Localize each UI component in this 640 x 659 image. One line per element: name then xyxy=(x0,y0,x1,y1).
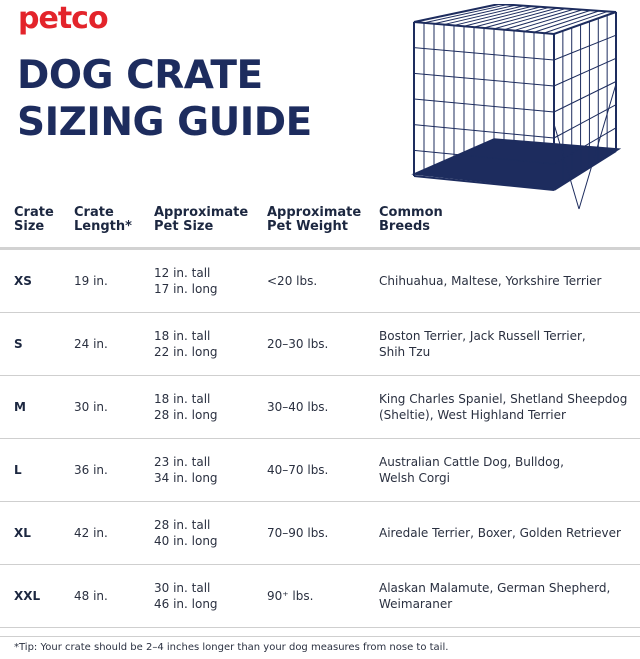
pet-weight: 30–40 lbs. xyxy=(267,400,329,414)
page-title xyxy=(17,52,312,146)
pet-size: 28 in. tall 40 in. long xyxy=(154,518,218,548)
crate-size: XS xyxy=(14,274,32,288)
crate-length: 36 in. xyxy=(74,463,108,477)
crate-size: M xyxy=(14,400,26,414)
pet-size: 18 in. tall 22 in. long xyxy=(154,329,218,359)
table-row xyxy=(0,376,640,439)
sizing-table xyxy=(0,250,640,628)
crate-wire xyxy=(424,5,507,23)
crate-length: 42 in. xyxy=(74,526,108,540)
pet-size: 18 in. tall 28 in. long xyxy=(154,392,218,422)
footer-divider xyxy=(0,636,640,637)
common-breeds: Airedale Terrier, Boxer, Golden Retriever xyxy=(379,526,621,540)
pet-weight: <20 lbs. xyxy=(267,274,318,288)
crate-size: S xyxy=(14,337,23,351)
crate-length: 19 in. xyxy=(74,274,108,288)
crate-wire xyxy=(444,6,524,25)
pet-size: 23 in. tall 34 in. long xyxy=(154,455,218,485)
crate-length: 30 in. xyxy=(74,400,108,414)
header-crate-length: Crate Length* xyxy=(74,205,132,234)
pet-weight: 70–90 lbs. xyxy=(267,526,329,540)
crate-size: XL xyxy=(14,526,31,540)
pet-weight: 90⁺ lbs. xyxy=(267,589,314,603)
table-header xyxy=(0,202,640,246)
pet-size: 30 in. tall 46 in. long xyxy=(154,581,218,611)
crate-length: 48 in. xyxy=(74,589,108,603)
title-line-2: SIZING GUIDE xyxy=(17,100,312,145)
table-row xyxy=(0,502,640,565)
pet-size: 12 in. tall 17 in. long xyxy=(154,266,218,296)
pet-weight: 20–30 lbs. xyxy=(267,337,329,351)
common-breeds: Alaskan Malamute, German Shepherd, Weimaraner xyxy=(379,581,611,611)
crate-size: L xyxy=(14,463,22,477)
crate-size: XXL xyxy=(14,589,41,603)
common-breeds: Boston Terrier, Jack Russell Terrier, Shih Tzu xyxy=(379,329,586,359)
header-pet-weight: Approximate Pet Weight xyxy=(267,205,362,234)
table-row xyxy=(0,313,640,376)
pet-weight: 40–70 lbs. xyxy=(267,463,329,477)
title-line-1: DOG CRATE xyxy=(17,53,263,98)
common-breeds: Chihuahua, Maltese, Yorkshire Terrier xyxy=(379,274,602,288)
header-crate-size: Crate Size xyxy=(14,205,54,234)
crate-length: 24 in. xyxy=(74,337,108,351)
sizing-tip: *Tip: Your crate should be 2–4 inches longer than your dog measures from nose to tail. xyxy=(14,642,449,653)
petco-logo: petco xyxy=(18,1,108,36)
dog-crate-illustration xyxy=(404,4,624,214)
table-row xyxy=(0,250,640,313)
header-pet-size: Approximate Pet Size xyxy=(154,205,249,234)
table-row xyxy=(0,565,640,628)
common-breeds: King Charles Spaniel, Shetland Sheepdog (Sheltie), West Highland Terrier xyxy=(379,392,628,422)
common-breeds: Australian Cattle Dog, Bulldog, Welsh Corgi xyxy=(379,455,564,485)
header-common-breeds: Common Breeds xyxy=(379,205,443,234)
table-row xyxy=(0,439,640,502)
